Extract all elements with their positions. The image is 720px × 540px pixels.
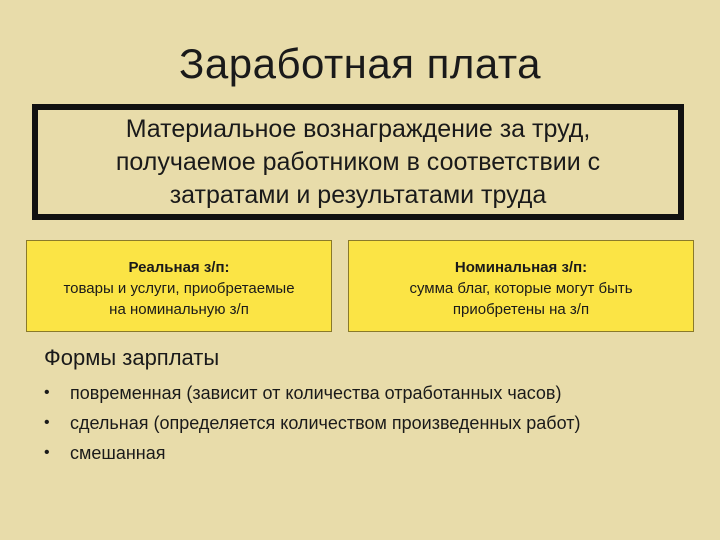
list-item <box>44 438 580 468</box>
list-item-text: повременная (зависит от количества отработанных часов) <box>70 383 562 403</box>
real-wage-line-1: товары и услуги, приобретаемые <box>63 280 295 297</box>
definition-line-3: затратами и результатами труда <box>169 180 547 209</box>
real-wage-heading: Реальная з/п: <box>128 259 230 276</box>
bullet-icon: • <box>44 384 50 401</box>
nominal-wage-line-1: сумма благ, которые могут быть <box>409 280 633 297</box>
list-item-text: смешанная <box>70 443 166 463</box>
nominal-wage-box <box>348 240 694 332</box>
bullet-icon: • <box>44 414 50 431</box>
nominal-wage-heading: Номинальная з/п: <box>454 259 588 276</box>
list-item <box>44 408 580 438</box>
definition-line-2: получаемое работником в соответствии с <box>115 147 601 176</box>
forms-title: Формы зарплаты <box>44 345 220 370</box>
real-wage-box <box>26 240 332 332</box>
bullet-icon: • <box>44 444 50 461</box>
definition-box <box>32 104 684 220</box>
slide-title: Заработная плата <box>179 40 541 87</box>
definition-line-1: Материальное вознаграждение за труд, <box>125 114 591 143</box>
forms-list <box>44 378 580 468</box>
nominal-wage-line-2: приобретены на з/п <box>452 301 590 318</box>
list-item <box>44 378 580 408</box>
list-item-text: сдельная (определяется количеством произведенных работ) <box>70 413 581 433</box>
real-wage-line-2: на номинальную з/п <box>109 301 249 318</box>
